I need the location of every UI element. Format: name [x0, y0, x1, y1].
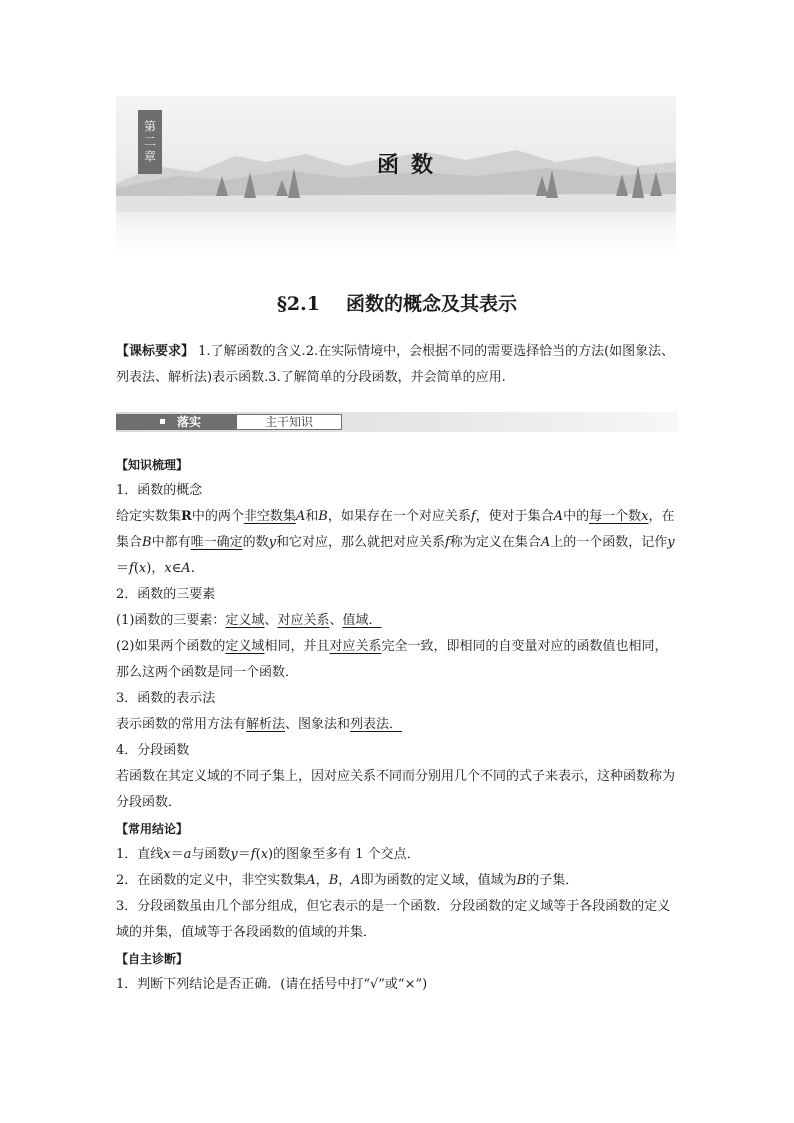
- curriculum-requirements: [116, 339, 678, 391]
- item2-title: 2．函数的三要素: [116, 587, 216, 602]
- item4-title: 4．分段函数: [116, 743, 190, 758]
- diagnosis-heading: 【自主诊断】: [116, 952, 189, 966]
- chapter-tag: 第二章: [138, 110, 162, 174]
- item3-body: 表示函数的常用方法有解析法、图象法和列表法．: [116, 717, 403, 732]
- conclusion-3: 3．分段函数虽由几个部分组成，但它表示的是一个函数．分段函数的定义域等于各段函数的定义域的并集，值域等于各段函数的值域的并集．: [116, 899, 671, 940]
- main-content: [116, 452, 678, 998]
- requirements-label: 【课标要求】: [116, 344, 195, 359]
- conclusions-heading: 【常用结论】: [116, 822, 189, 836]
- banner-landscape: [116, 96, 676, 212]
- knowledge-heading: 【知识梳理】: [116, 458, 189, 472]
- banner-reflection: [116, 212, 676, 254]
- diagnosis-item-1: 1．判断下列结论是否正确．(请在括号中打“√”或“×”): [116, 977, 428, 992]
- bar-label-dark: [116, 414, 236, 430]
- item3-title: 3．函数的表示法: [116, 691, 216, 706]
- section-bar: [116, 412, 678, 432]
- bar-label-light: 主干知识: [236, 414, 342, 430]
- section-title: [0, 289, 794, 316]
- item2-line1: (1)函数的三要素：定义域、对应关系、值域．: [116, 613, 382, 628]
- section-number: §2.1: [276, 293, 320, 315]
- conclusion-2: 2．在函数的定义中，非空实数集A，B，A即为函数的定义域，值域为B的子集．: [116, 873, 579, 888]
- requirements-text: 1.了解函数的含义.2.在实际情境中，会根据不同的需要选择恰当的方法(如图象法、列表法、解析法)表示函数.3.了解简单的分段函数，并会简单的应用.: [116, 344, 675, 385]
- bar-dark-text: 落实: [177, 415, 202, 429]
- conclusion-1: 1．直线x＝a与函数y＝f(x)的图象至多有 1 个交点．: [116, 847, 420, 862]
- item2-line2: (2)如果两个函数的定义域相同，并且对应关系完全一致，即相同的自变量对应的函数值也相同，那么这两个函数是同一个函数．: [116, 639, 668, 680]
- item1-title: 1．函数的概念: [116, 483, 203, 498]
- chapter-banner: [116, 96, 676, 254]
- item4-body: 若函数在其定义域的不同子集上，因对应关系不同而分别用几个不同的式子来表示，这种函数称为分段函数．: [116, 769, 676, 810]
- item1-body: 给定实数集R中的两个非空数集A和B，如果存在一个对应关系f，使对于集合A中的每一个数x，在集合B中都有唯一确定的数y和它对应，那么就把对应关系f称为定义在集合A上的一个函数，记作y＝f(x)，x∈A.: [116, 509, 675, 576]
- square-bullet-icon: [160, 419, 165, 424]
- chapter-title: 函数: [376, 153, 445, 178]
- section-name: 函数的概念及其表示: [345, 293, 517, 315]
